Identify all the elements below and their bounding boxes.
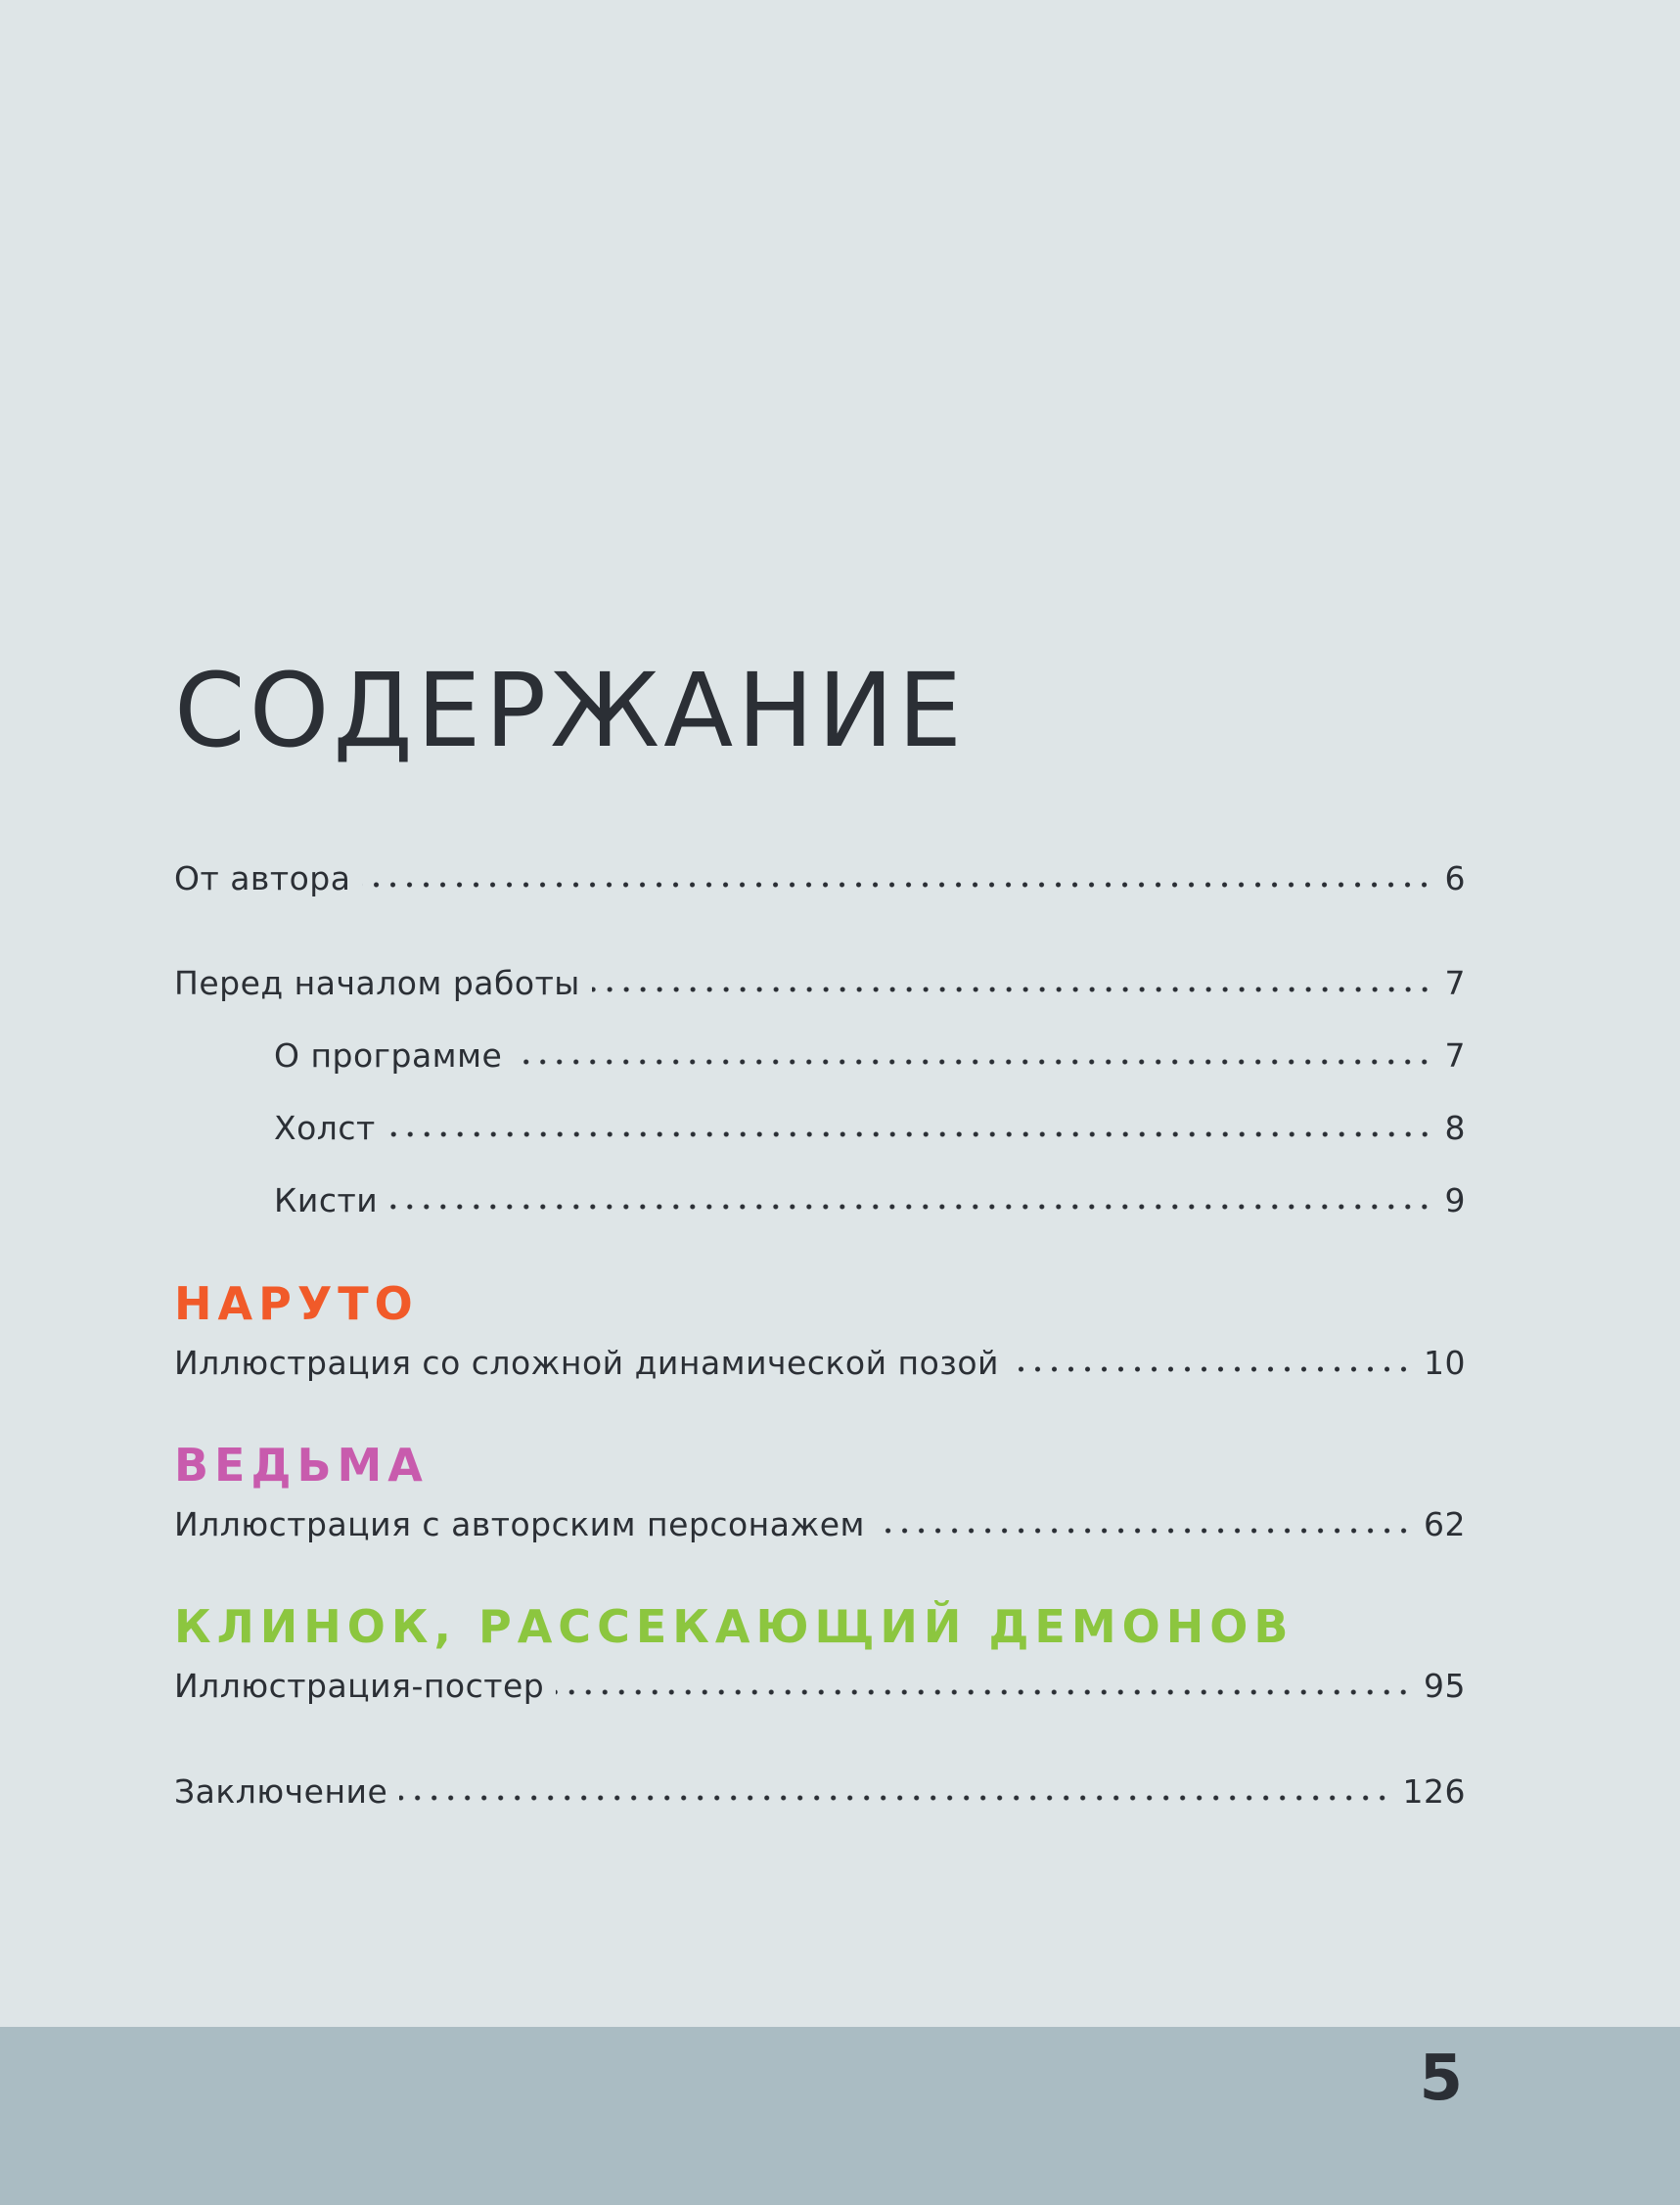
page-number: 5 (1419, 2043, 1463, 2115)
toc-subentry-canvas[interactable] (274, 1104, 1466, 1153)
toc-subentry-brushes[interactable] (274, 1176, 1466, 1225)
toc-entry-label: Иллюстрация с авторским персонажем (174, 1505, 865, 1543)
toc-entry-witch-illustration[interactable] (174, 1500, 1466, 1549)
dot-leader (877, 1525, 1412, 1537)
toc-entry-conclusion[interactable] (174, 1768, 1466, 1816)
toc-entry-page: 10 (1424, 1344, 1466, 1382)
dot-leader (362, 879, 1432, 891)
toc-entry-naruto-illustration[interactable] (174, 1339, 1466, 1388)
table-of-contents (174, 0, 1466, 2205)
toc-entry-label: Холст (274, 1109, 376, 1147)
dot-leader (1011, 1363, 1412, 1375)
toc-entry-page: 126 (1402, 1772, 1466, 1811)
toc-entry-from-author[interactable] (174, 854, 1466, 903)
toc-entry-page: 95 (1424, 1667, 1466, 1705)
toc-entry-poster-illustration[interactable] (174, 1662, 1466, 1711)
dot-leader (399, 1792, 1390, 1804)
toc-entry-label: Иллюстрация-постер (174, 1667, 545, 1705)
toc-entry-page: 8 (1444, 1109, 1466, 1147)
toc-entry-page: 7 (1444, 964, 1466, 1002)
toc-entry-before-start[interactable] (174, 959, 1466, 1008)
toc-entry-page: 6 (1444, 859, 1466, 897)
page-title: СОДЕРЖАНИЕ (174, 651, 967, 770)
toc-entry-label: Кисти (274, 1181, 379, 1219)
toc-subentry-about-program[interactable] (274, 1032, 1466, 1080)
toc-entry-label: От автора (174, 859, 351, 897)
section-heading-naruto: НАРУТО (174, 1277, 419, 1330)
section-heading-witch: ВЕДЬМА (174, 1439, 429, 1492)
dot-leader (556, 1686, 1412, 1698)
toc-entry-label: О программе (274, 1036, 503, 1075)
toc-entry-page: 9 (1444, 1181, 1466, 1219)
toc-entry-page: 7 (1444, 1036, 1466, 1075)
dot-leader (592, 984, 1433, 995)
dot-leader (514, 1056, 1432, 1068)
section-heading-demon-slayer: КЛИНОК, РАССЕКАЮЩИЙ ДЕМОНОВ (174, 1600, 1294, 1653)
dot-leader (389, 1201, 1432, 1213)
toc-entry-label: Иллюстрация со сложной динамической позой (174, 1344, 999, 1382)
toc-entry-label: Перед началом работы (174, 964, 580, 1002)
toc-entry-label: Заключение (174, 1772, 388, 1811)
toc-entry-page: 62 (1424, 1505, 1466, 1543)
dot-leader (387, 1128, 1433, 1140)
